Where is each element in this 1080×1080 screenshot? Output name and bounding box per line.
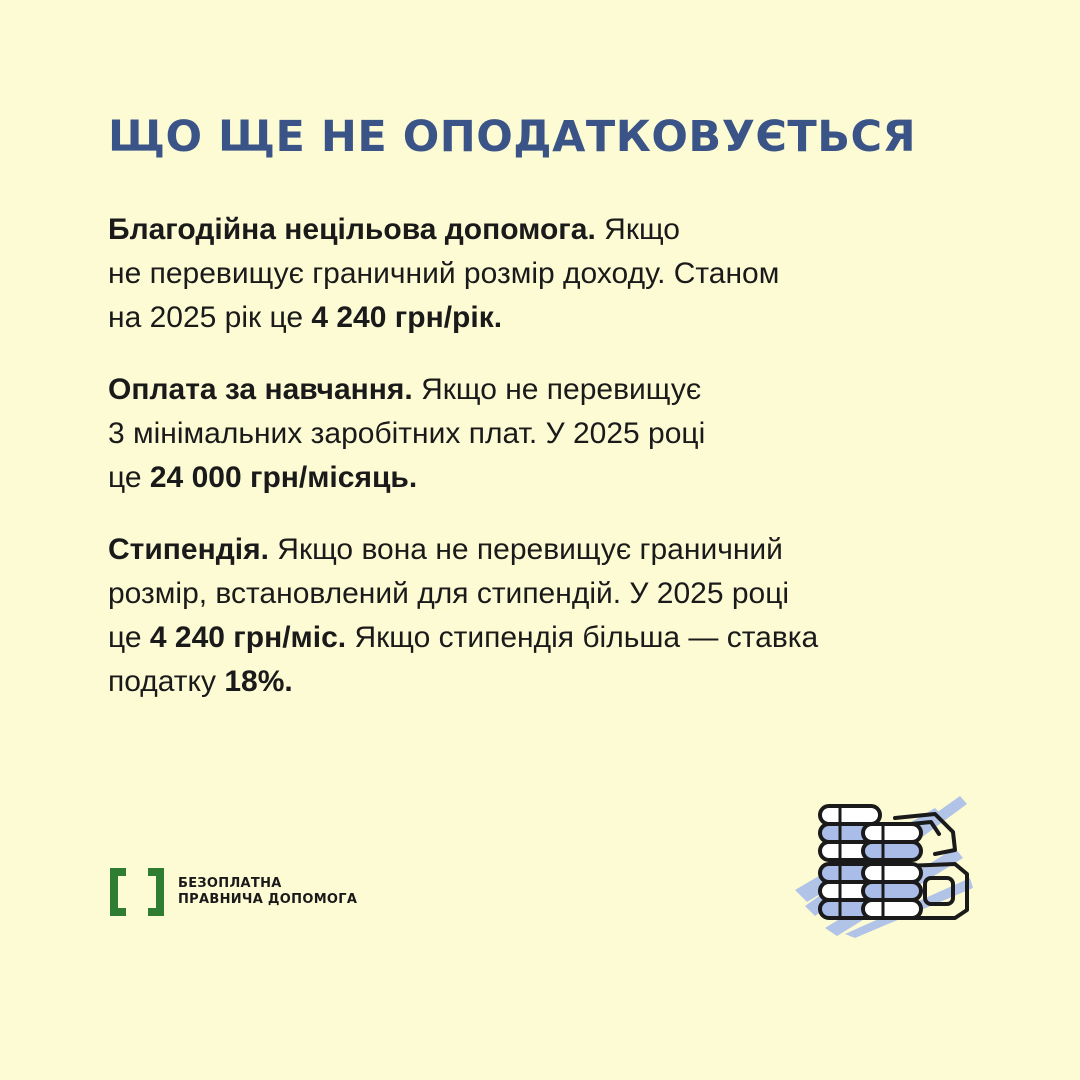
tuition-heading: Оплата за навчання. bbox=[108, 373, 413, 406]
scholarship-rate: 18%. bbox=[224, 665, 293, 698]
tuition-text: Якщо не перевищує bbox=[412, 373, 702, 406]
logo bbox=[108, 866, 357, 918]
page-title: ЩО ЩЕ НЕ ОПОДАТКОВУЄТЬСЯ bbox=[108, 112, 917, 162]
charity-text: Якщо bbox=[595, 213, 680, 246]
paragraph-tuition bbox=[108, 368, 988, 500]
scholarship-text: Якщо стипендія більша — ставка bbox=[346, 621, 819, 654]
paragraph-charity bbox=[108, 208, 988, 340]
logo-text bbox=[178, 876, 357, 908]
scholarship-text: Якщо вона не перевищує граничний bbox=[268, 533, 783, 566]
charity-text: не перевищує граничний розмір доходу. Станом bbox=[108, 257, 780, 290]
charity-amount: 4 240 грн/рік. bbox=[311, 301, 503, 334]
scholarship-text: це bbox=[108, 621, 150, 654]
money-stack-icon bbox=[785, 788, 975, 938]
scholarship-text: податку bbox=[108, 665, 225, 698]
tuition-text: 3 мінімальних заробітних плат. У 2025 році bbox=[108, 417, 706, 450]
scholarship-amount: 4 240 грн/міс. bbox=[149, 621, 347, 654]
charity-text: на 2025 рік це bbox=[108, 301, 312, 334]
scholarship-heading: Стипендія. bbox=[108, 533, 269, 566]
logo-line-1: БЕЗОПЛАТНА bbox=[178, 876, 282, 891]
tuition-amount: 24 000 грн/місяць. bbox=[149, 461, 418, 494]
content bbox=[108, 208, 988, 732]
paragraph-scholarship bbox=[108, 528, 988, 704]
bracket-logo-icon bbox=[108, 866, 166, 918]
scholarship-text: розмір, встановлений для стипендій. У 2025 році bbox=[108, 577, 790, 610]
logo-line-2: ПРАВНИЧА ДОПОМОГА bbox=[178, 892, 358, 907]
tuition-text: це bbox=[108, 461, 150, 494]
charity-heading: Благодійна нецільова допомога. bbox=[108, 213, 596, 246]
